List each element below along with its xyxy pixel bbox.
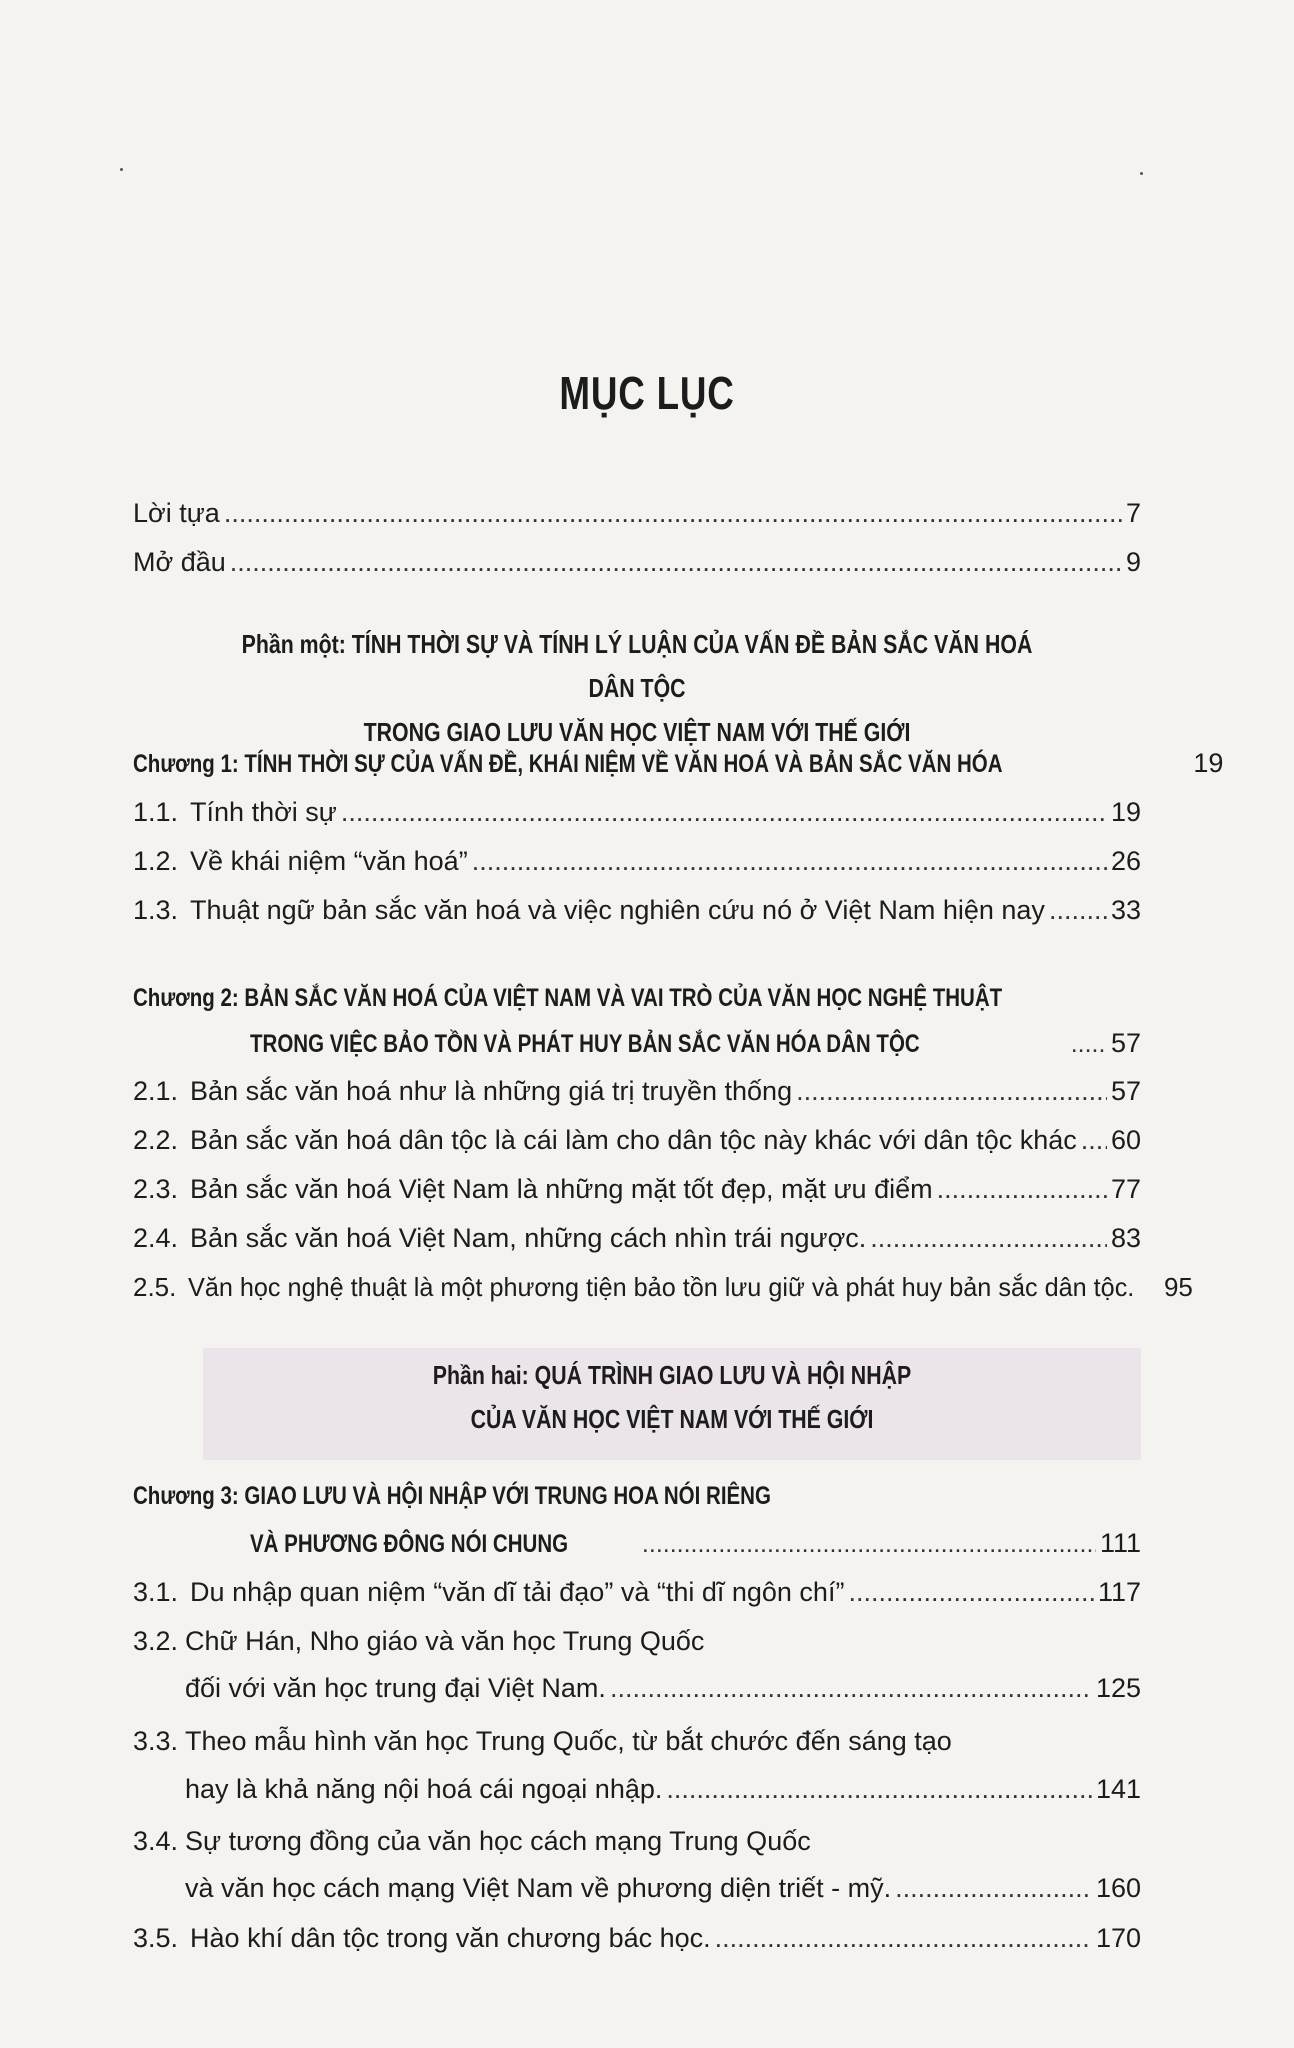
leader-dots (1049, 892, 1107, 928)
chapter-2-heading-line: Chương 2: BẢN SẮC VĂN HOÁ CỦA VIỆT NAM VÀ VAI TRÒ CỦA VĂN HỌC NGHỆ THUẬT (133, 984, 1003, 1012)
entry-label: Thuật ngữ bản sắc văn hoá và việc nghiên cứu nó ở Việt Nam hiện nay (190, 895, 1045, 925)
leader-dots (1071, 1026, 1107, 1062)
section-number: 1.3. (133, 895, 179, 925)
entry-label: và văn học cách mạng Việt Nam về phương diện triết - mỹ. (185, 1873, 892, 1903)
toc-entry-chapter-3[interactable] (250, 1525, 1141, 1562)
entry-page: 111 (1099, 1528, 1141, 1558)
toc-entry-section[interactable] (133, 1171, 1141, 1207)
entry-label: Bản sắc văn hoá Việt Nam, những cách nhìn trái ngược. (190, 1223, 867, 1253)
leader-dots (224, 495, 1122, 531)
section-number: 2.5. (133, 1272, 177, 1302)
chapter-label: TRONG VIỆC BẢO TỒN VÀ PHÁT HUY BẢN SẮC VĂN HÓA DÂN TỘC (250, 1030, 920, 1058)
entry-label: Bản sắc văn hoá dân tộc là cái làm cho dân tộc này khác với dân tộc khác (190, 1125, 1077, 1155)
leader-dots (1081, 1122, 1107, 1158)
toc-entry-section-line: Chữ Hán, Nho giáo và văn học Trung Quốc (185, 1626, 705, 1656)
toc-entry-section[interactable] (133, 794, 1141, 830)
toc-entry-section[interactable] (133, 892, 1141, 928)
entry-page: 57 (1110, 1076, 1141, 1106)
entry-label: Mở đầu (133, 547, 226, 577)
leader-dots (937, 1171, 1107, 1207)
entry-page: 125 (1095, 1673, 1141, 1703)
entry-page: 60 (1110, 1125, 1141, 1155)
part-heading-line: CỦA VĂN HỌC VIỆT NAM VỚI THẾ GIỚI (470, 1404, 874, 1434)
chapter-label: Chương 1: TÍNH THỜI SỰ CỦA VẤN ĐỀ, KHÁI NIỆM VỀ VĂN HOÁ VÀ BẢN SẮC VĂN HÓA (133, 750, 1003, 778)
toc-entry-section[interactable] (133, 843, 1141, 879)
section-number: 2.1. (133, 1076, 179, 1106)
entry-page: 95 (1163, 1272, 1193, 1302)
entry-page: 141 (1095, 1774, 1141, 1804)
entry-label: Hào khí dân tộc trong văn chương bác học. (190, 1923, 711, 1953)
chapter-label: VÀ PHƯƠNG ĐÔNG NÓI CHUNG (250, 1530, 569, 1558)
section-number: 3.5. (133, 1923, 179, 1953)
leader-dots (610, 1670, 1092, 1706)
section-number: 1.2. (133, 846, 179, 876)
leader-dots (715, 1920, 1092, 1956)
leader-dots (642, 1526, 1096, 1562)
leader-dots (895, 1870, 1092, 1906)
entry-page: 77 (1110, 1174, 1141, 1204)
section-number: 2.2. (133, 1125, 179, 1155)
entry-page: 170 (1095, 1923, 1141, 1953)
toc-entry-introduction[interactable] (133, 544, 1141, 580)
toc-entry-section[interactable] (185, 1870, 1141, 1906)
section-number: 1.1. (133, 797, 179, 827)
entry-label: Tính thời sự (190, 797, 337, 827)
toc-entry-section[interactable] (133, 1920, 1141, 1956)
leader-dots (341, 794, 1107, 830)
toc-entry-section[interactable] (133, 1220, 1141, 1256)
speck-mark (120, 168, 123, 171)
leader-dots (230, 544, 1122, 580)
page-title: MỤC LỤC (559, 367, 735, 419)
toc-entry-chapter-2[interactable] (250, 1025, 1141, 1062)
section-number: 2.4. (133, 1223, 179, 1253)
toc-entry-section[interactable] (133, 1574, 1141, 1610)
entry-label: Bản sắc văn hoá như là những giá trị truyền thống (190, 1076, 793, 1106)
toc-entry-section-number: 3.2. (133, 1626, 179, 1656)
toc-entry-section-number: 3.4. (133, 1826, 179, 1856)
speck-mark (1140, 172, 1143, 175)
toc-entry-preface[interactable] (133, 495, 1141, 531)
entry-page: 26 (1110, 846, 1141, 876)
leader-dots (666, 1771, 1092, 1807)
entry-page: 19 (1193, 748, 1224, 778)
entry-page: 9 (1125, 547, 1141, 577)
entry-page: 33 (1110, 895, 1141, 925)
entry-label: Bản sắc văn hoá Việt Nam là những mặt tốt đẹp, mặt ưu điểm (190, 1174, 933, 1204)
leader-dots (796, 1073, 1107, 1109)
toc-entry-section[interactable] (185, 1670, 1141, 1706)
toc-entry-section-number: 3.3. (133, 1726, 179, 1756)
part-heading-line: Phần một: TÍNH THỜI SỰ VÀ TÍNH LÝ LUẬN CỦA VẤN ĐỀ BẢN SẮC VĂN HOÁ DÂN TỘC (241, 629, 1033, 703)
leader-dots (848, 1574, 1094, 1610)
leader-dots (472, 843, 1107, 879)
entry-label: Lời tựa (133, 498, 220, 528)
entry-page: 117 (1097, 1577, 1141, 1607)
section-number: 2.3. (133, 1174, 179, 1204)
toc-entry-section[interactable] (185, 1771, 1141, 1807)
part-heading-line: TRONG GIAO LƯU VĂN HỌC VIỆT NAM VỚI THẾ GIỚI (363, 717, 911, 747)
entry-label: Văn học nghệ thuật là một phương tiện bảo tồn lưu giữ và phát huy bản sắc dân tộc. (188, 1272, 1135, 1302)
part-heading-line: Phần hai: QUÁ TRÌNH GIAO LƯU VÀ HỘI NHẬP (432, 1360, 912, 1390)
toc-entry-section-line: Sự tương đồng của văn học cách mạng Trung Quốc (185, 1826, 811, 1856)
entry-page: 7 (1125, 498, 1141, 528)
entry-page: 160 (1095, 1873, 1141, 1903)
part-one-heading (133, 622, 1141, 754)
section-number: 3.1. (133, 1577, 179, 1607)
toc-entry-section[interactable] (133, 1269, 1193, 1305)
toc-entry-section[interactable] (133, 1073, 1141, 1109)
toc-entry-section-line: Theo mẫu hình văn học Trung Quốc, từ bắt chước đến sáng tạo (185, 1726, 952, 1756)
entry-page: 19 (1110, 797, 1141, 827)
entry-label: Về khái niệm “văn hoá” (190, 846, 468, 876)
entry-label: hay là khả năng nội hoá cái ngoại nhập. (185, 1774, 663, 1804)
toc-entry-section[interactable] (133, 1122, 1141, 1158)
entry-label: Du nhập quan niệm “văn dĩ tải đạo” và “thi dĩ ngôn chí” (190, 1577, 845, 1607)
entry-label: đối với văn học trung đại Việt Nam. (185, 1673, 606, 1703)
entry-page: 83 (1110, 1223, 1141, 1253)
leader-dots (870, 1220, 1107, 1256)
chapter-3-heading-line: Chương 3: GIAO LƯU VÀ HỘI NHẬP VỚI TRUNG HOA NÓI RIÊNG (133, 1482, 771, 1510)
entry-page: 57 (1110, 1028, 1141, 1058)
toc-entry-chapter-1[interactable] (133, 745, 1224, 782)
part-two-heading (203, 1353, 1141, 1441)
